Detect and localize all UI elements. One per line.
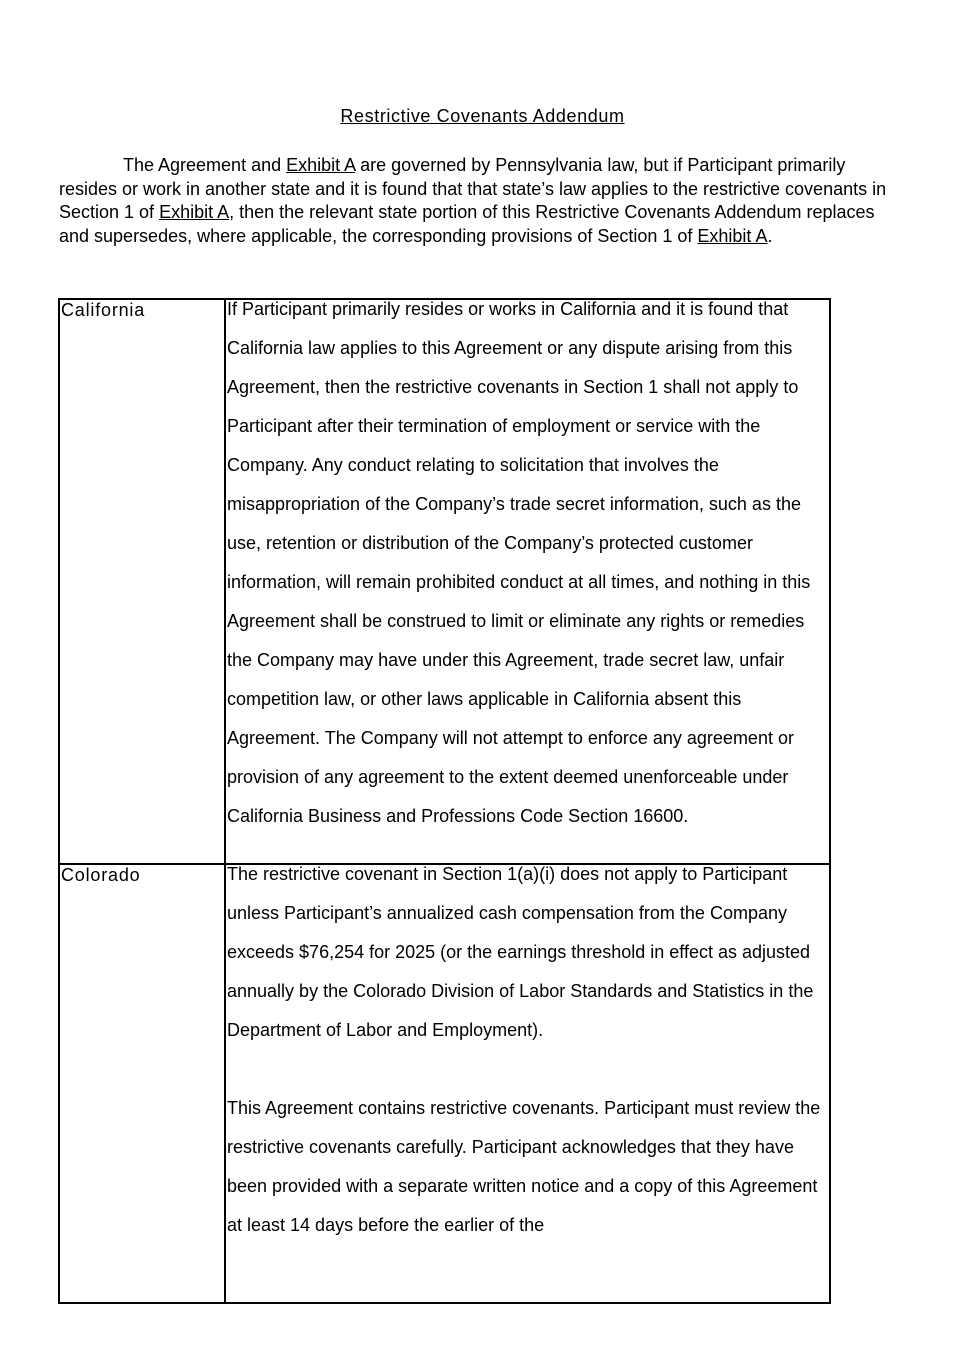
exhibit-a-reference-3: Exhibit A [697,225,768,246]
page-title [0,104,965,128]
state-provision-cell [225,864,830,1303]
state-name-cell [59,864,225,1303]
state-name: California [61,300,146,320]
provision-paragraph: The restrictive covenant in Section 1(a)(i) does not apply to Participant unless Participant’s annualized cash compensation from the Company exceeds $76,254 for 2025 (or the earnings threshold in effect as adjusted annually by the Colorado Division of Labor Standards and Statistics in the Department of Labor and Employment). [227,864,814,1040]
intro-text-3: , then the relevant state portion of this Restrictive Covenants Addendum replaces and supersedes, where applicable, the corresponding provisions of Section 1 of [59,202,875,246]
intro-text-2: are governed by Pennsylvania law, but if Participant primarily resides or work in another state and it is found that that state’s law applies to the restrictive covenants in Section 1 of [59,155,887,222]
table-row-california [59,299,830,864]
intro-paragraph [59,154,899,248]
intro-text-4: . [767,225,773,246]
provision-paragraph: If Participant primarily resides or works in California and it is found that California law applies to this Agreement or any dispute arising from this Agreement, then the restrictive covenants in Section 1 shall not apply to Participant after their termination of employment or service with the Company. Any conduct relating to solicitation that involves the misappropriation of the Company’s trade secret information, such as the use, retention or distribution of the Company’s protected customer information, will remain prohibited conduct at all times, and nothing in this Agreement shall be construed to limit or eliminate any rights or remedies the Company may have under this Agreement, trade secret law, unfair competition law, or other laws applicable in California absent this Agreement. The Company will not attempt to enforce any agreement or provision of any agreement to the extent deemed unenforceable under California Business and Professions Code Section 16600. [227,299,811,826]
provision-paragraph: This Agreement contains restrictive covenants. Participant must review the restrictive covenants carefully. Participant acknowledges that they have been provided with a separate written notice and a copy of this Agreement at least 14 days before the earlier of the [227,1098,821,1235]
table-row-colorado [59,864,830,1303]
state-name: Colorado [61,865,141,885]
exhibit-a-reference-1: Exhibit A [286,155,356,175]
intro-text-1: The Agreement and [123,155,287,175]
exhibit-a-reference-2: Exhibit A [159,202,230,222]
state-name-cell [59,299,225,864]
state-covenants-table [58,298,831,1304]
state-provision-cell [225,299,830,864]
page-title-text: Restrictive Covenants Addendum [340,106,625,126]
